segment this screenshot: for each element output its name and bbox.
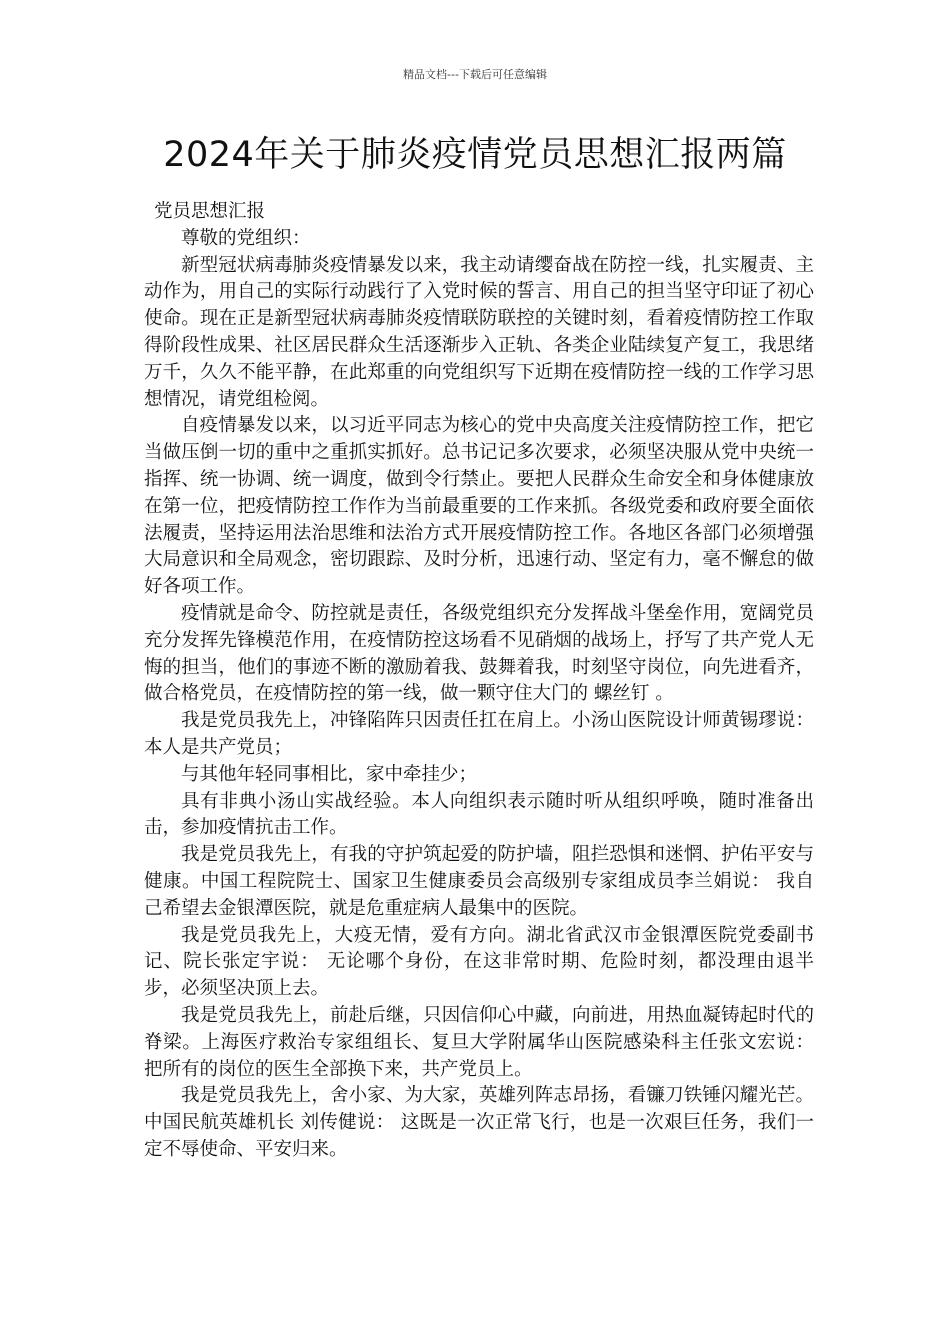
paragraph: 具有非典小汤山实战经验。本人向组织表示随时听从组织呼唤，随时准备出击，参加疫情抗击工作。 [144, 790, 814, 839]
paragraph: 我是党员我先上，前赴后继，只因信仰心中藏，向前进，用热血凝铸起时代的脊梁。上海医疗救治专家组组长、复旦大学附属华山医院感染科主任张文宏说： 把所有的岗位的医生全部换下来，共产党员上。 [144, 1004, 814, 1080]
paragraph: 我是党员我先上，冲锋陷阵只因责任扛在肩上。小汤山医院设计师黄锡璆说： 本人是共产党员； [144, 710, 814, 758]
paragraph: 自疫情暴发以来，以习近平同志为核心的党中央高度关注疫情防控工作，把它当做压倒一切的重中之重抓实抓好。总书记记多次要求，必须坚决服从党中央统一指挥、统一协调、统一调度，做到令行禁止。要把人民群众生命安全和身体健康放在第一位，把疫情防控工作作为当前最重要的工作来抓。各级党委和政府要全面依法履责，坚持运用法治思维和法治方式开展疫情防控工作。各地区各部门必须增强大局意识和全局观念，密切跟踪、及时分析，迅速行动、坚定有力，毫不懈怠的做好各项工作。 [144, 415, 814, 598]
paragraph: 疫情就是命令、防控就是责任，各级党组织充分发挥战斗堡垒作用，宽阔党员充分发挥先锋模范作用，在疫情防控这场看不见硝烟的战场上，抒写了共产党人无悔的担当，他们的事迹不断的激励着我、鼓舞着我，时刻坚守岗位，向先进看齐，做合格党员，在疫情防控的第一线，做一颗守住大门的 螺丝钉 。 [144, 602, 814, 705]
paragraph: 我是党员我先上，舍小家、为大家，英雄列阵志昂扬，看镰刀铁锤闪耀光芒。 中国民航英雄机长 刘传健说： 这既是一次正常飞行，也是一次艰巨任务，我们一定不辱使命、平安归来。 [144, 1085, 814, 1160]
page-header-note: 精品文档---下载后可任意编辑 [403, 68, 547, 81]
document-body [144, 199, 814, 1164]
paragraph: 与其他年轻同事相比，家中牵挂少； [181, 763, 478, 785]
greeting: 尊敬的党组织： [181, 227, 311, 249]
paragraph: 新型冠状病毒肺炎疫情暴发以来，我主动请缨奋战在防控一线，扎实履责、主动作为，用自己的实际行动践行了入党时候的誓言、用自己的担当坚守印证了初心使命。现在正是新型冠状病毒肺炎疫情联防联控的关键时刻，看着疫情防控工作取得阶段性成果、社区居民群众生活逐渐步入正轨、各类企业陆续复产复工，我思绪万千，久久不能平静，在此郑重的向党组织写下近期在疫情防控一线的工作学习思想情况，请党组检阅。 [144, 254, 814, 410]
section-subtitle: 党员思想汇报 [154, 201, 266, 222]
paragraph: 我是党员我先上，大疫无情，爱有方向。湖北省武汉市金银潭医院党委副书记、院长张定宇说： 无论哪个身份，在这非常时期、危险时刻，都没理由退半步，必须坚决顶上去。 [144, 924, 814, 1000]
document-title: 2024年关于肺炎疫情党员思想汇报两篇 [163, 135, 787, 175]
paragraph: 我是党员我先上，有我的守护筑起爱的防护墙，阻拦恐惧和迷惘、护佑平安与健康。中国工程院院士、国家卫生健康委员会高级别专家组成员李兰娟说： 我自己希望去金银潭医院，就是危重症病人最集中的医院。 [144, 844, 814, 919]
